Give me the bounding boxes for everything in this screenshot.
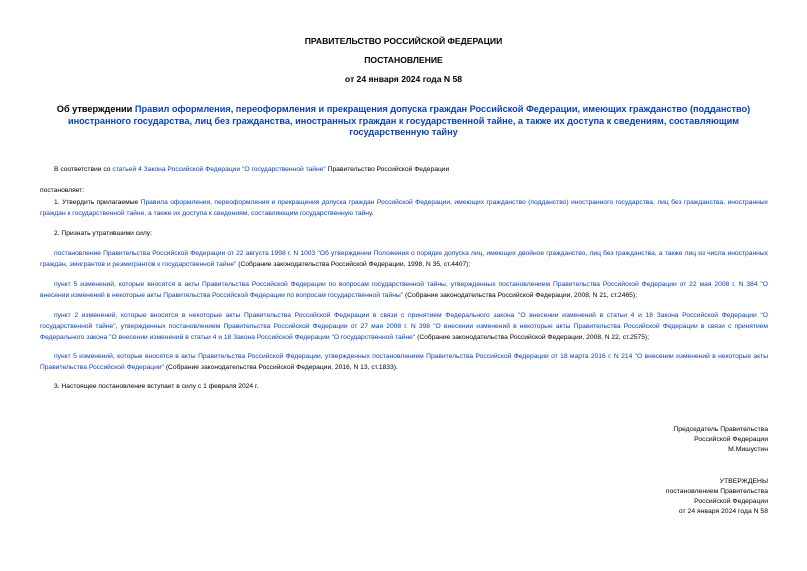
government-heading: ПРАВИТЕЛЬСТВО РОССИЙСКОЙ ФЕДЕРАЦИИ (304, 36, 503, 46)
preamble-law-link[interactable]: статьей 4 Закона Российской Федерации "О государственной тайне" (112, 166, 326, 173)
repealed-item-4-source: (Собрание законодательства Российской Федерации, 2016, N 13, ст.1833). (163, 363, 398, 371)
signature-block (673, 425, 768, 455)
repealed-item-2-link[interactable]: пункт 5 изменений, которые вносятся в акты Правительства Российской Федерации по вопросам государственной тайны, утвержденных постановлением Правительства Российской Федерации от 22 мая 2008 г. N 384 "О внесении изменений в некоторые акты Правительства Российской Федерации по вопросам государственной тайны" (40, 281, 768, 299)
title-rules-link[interactable]: Правил оформления, переоформления и прекращения допуска граждан Российской Федерации, имеющих гражданство (подданство) иностранного государства, лиц без гражданства, иностранных граждан к государственной тайне, а также их доступа к сведениям, составляющим государственную тайну (67, 104, 751, 138)
repealed-item-4-link[interactable]: пункт 5 изменений, которые вносятся в акты Правительства Российской Федерации, утвержденных постановлением Правительства Российской Федерации от 18 марта 2016 г. N 214 "О внесении изменений в некоторые акты Правительства Российской Федерации" (40, 353, 768, 371)
item-1-after: . (371, 209, 374, 217)
preamble (40, 165, 768, 176)
repealed-item (40, 249, 768, 271)
document-type: ПОСТАНОВЛЕНИЕ (364, 55, 443, 65)
repealed-item (40, 352, 768, 374)
approval-date: от 24 января 2024 года N 58 (678, 508, 768, 515)
repealed-item-1-link[interactable]: постановление Правительства Российской Федерации от 22 августа 1998 г. N 1003 "Об утверждении Положения о порядке допуска лиц, имеющих двойное гражданство, лиц без гражданства, а также лиц из числа иностранных граждан, эмигрантов и реэмигрантов к государственной тайне" (40, 250, 768, 268)
signature-body: Российской Федерации (694, 436, 768, 443)
repealed-item (40, 280, 768, 302)
decrees-text: постановляет: (40, 187, 85, 194)
signature-position: Председатель Правительства (673, 426, 768, 433)
preamble-after: Правительство Российской Федерации (325, 166, 450, 173)
signature-name: М.Мишустин (728, 446, 768, 453)
approval-line-3: Российской Федерации (694, 498, 768, 505)
document-title (40, 104, 767, 139)
item-3: 3. Настоящее постановление вступает в силу с 1 февраля 2024 г. (54, 383, 259, 390)
item-1-rules-link[interactable]: Правила оформления, переоформления и прекращения допуска граждан Российской Федерации, имеющих гражданство (подданство) иностранного государства, лиц без гражданства, иностранных граждан к государственной тайне, а также их доступа к сведениям, составляющим государственную тайну (40, 199, 769, 217)
approval-block (666, 477, 768, 517)
repealed-item (40, 311, 768, 343)
repealed-item-1-source: (Собрание законодательства Российской Федерации, 1998, N 35, ст.4407); (236, 260, 471, 268)
item-1-before: 1. Утвердить прилагаемые (54, 199, 141, 206)
item-2: 2. Признать утратившими силу: (54, 230, 152, 237)
repealed-item-2-source: (Собрание законодательства Российской Федерации, 2008, N 21, ст.2465); (403, 291, 637, 299)
preamble-before: В соответствии со (54, 166, 113, 173)
title-prefix: Об утверждении (56, 104, 135, 114)
item-1 (40, 198, 768, 220)
repealed-item-3-link[interactable]: пункт 2 изменений, которые вносятся в некоторые акты Правительства Российской Федерации в связи с принятием Федерального закона "О внесении изменений в статьи 4 и 18 Закона Российской Федерации "О государственной тайне", утвержденных постановлением Правительства Российской Федерации от 27 мая 2008 г. N 398 "О внесении изменений в некоторые акты Правительства Российской Федерации в связи с принятием Федерального закона "О внесении изменений в статьи 4 и 18 Закона Российской Федерации "О государственной тайне" (40, 312, 768, 341)
approval-line-2: постановлением Правительства (665, 488, 768, 495)
document-date-number: от 24 января 2024 года N 58 (344, 74, 463, 84)
repealed-item-3-source: (Собрание законодательства Российской Федерации, 2008, N 22, ст.2575); (415, 333, 650, 341)
approval-heading: УТВЕРЖДЕНЫ (719, 478, 768, 485)
